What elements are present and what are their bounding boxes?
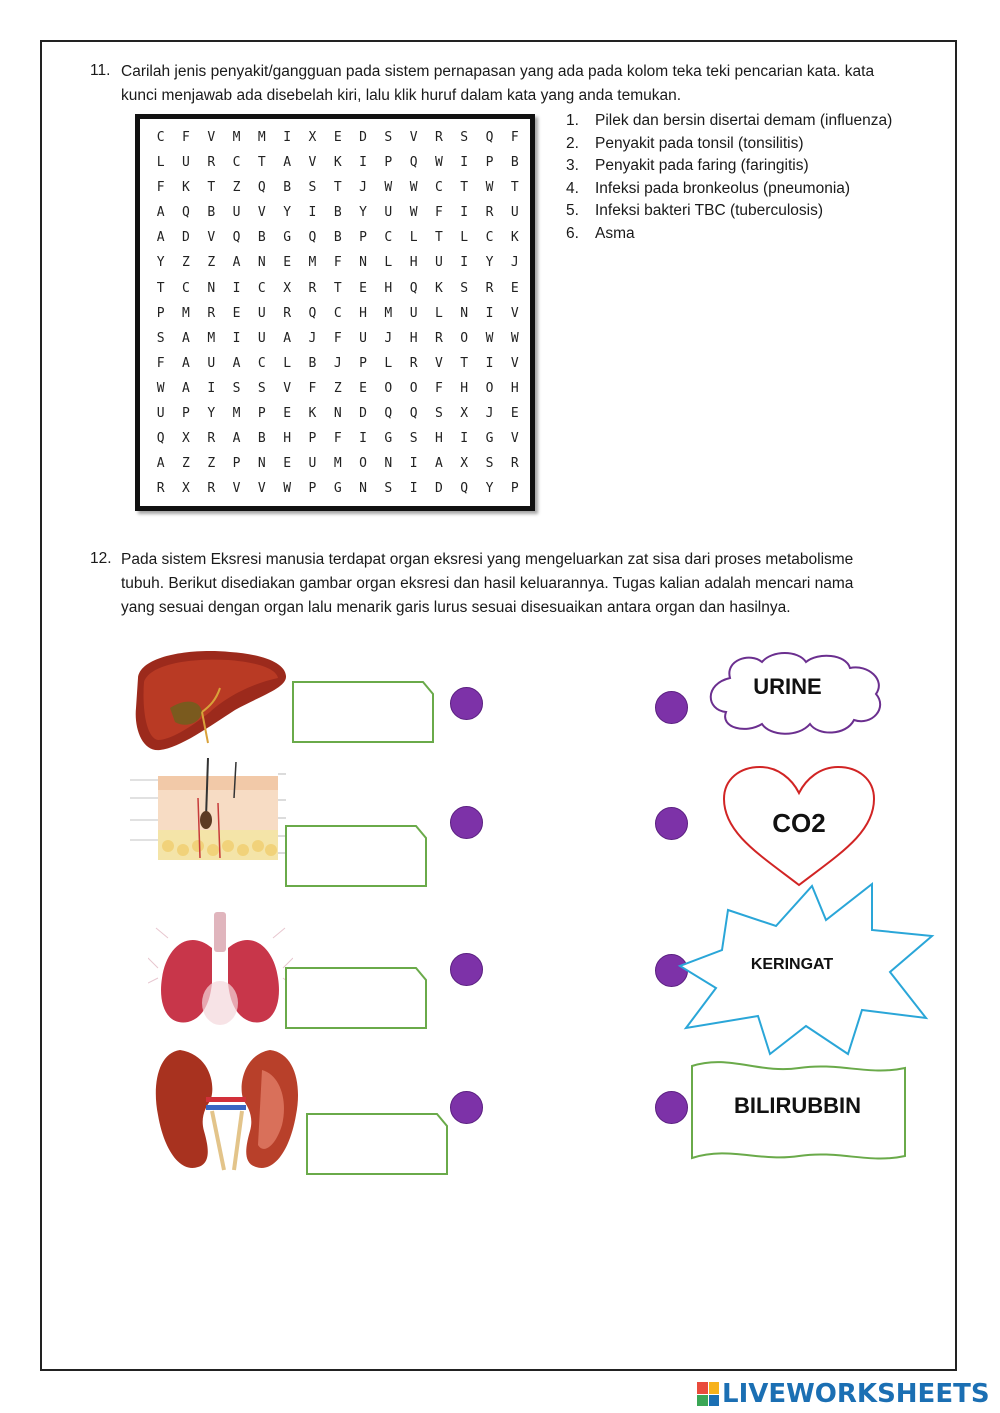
grid-letter[interactable]: M [333, 456, 342, 472]
grid-letter[interactable]: S [232, 380, 241, 396]
connector-dot-urine[interactable] [655, 691, 688, 724]
connector-dot-kidneys[interactable] [450, 1091, 483, 1124]
keringat-label: KERINGAT [750, 956, 834, 973]
grid-letter[interactable]: Q [308, 305, 317, 321]
grid-letter[interactable]: L [283, 355, 292, 371]
grid-letter[interactable]: N [333, 406, 342, 422]
grid-letter[interactable]: V [207, 130, 216, 145]
grid-letter[interactable]: V [409, 130, 418, 145]
grid-letter[interactable]: T [333, 280, 342, 296]
grid-letter[interactable]: S [435, 406, 443, 422]
grid-letter[interactable]: N [207, 280, 216, 296]
grid-letter[interactable]: V [510, 431, 519, 447]
grid-letter[interactable]: I [359, 155, 367, 171]
grid-letter[interactable]: I [460, 205, 469, 221]
grid-letter[interactable]: S [460, 280, 469, 296]
urine-label: URINE [753, 674, 822, 699]
grid-letter[interactable]: P [359, 230, 367, 246]
grid-letter[interactable]: C [156, 130, 165, 145]
grid-letter[interactable]: I [359, 431, 367, 447]
connector-dot-bilirubbin[interactable] [655, 1091, 688, 1124]
grid-letter[interactable]: O [485, 380, 494, 396]
clue-item [566, 110, 892, 133]
question-11-line-1: Carilah jenis penyakit/gangguan pada sistem pernapasan yang ada pada kolom teka teki pencarian kata. kata [121, 63, 875, 80]
grid-letter[interactable]: S [308, 180, 317, 196]
grid-letter[interactable]: K [182, 180, 190, 196]
liver-image [130, 648, 290, 753]
grid-letter[interactable]: I [460, 431, 469, 447]
grid-letter[interactable]: X [182, 431, 190, 447]
grid-letter[interactable]: R [485, 280, 494, 296]
grid-letter[interactable]: Z [232, 180, 241, 196]
bilirubbin-label: BILIRUBBIN [733, 1093, 862, 1118]
clue-item [566, 155, 892, 178]
grid-letter[interactable]: Q [257, 180, 266, 196]
grid-letter[interactable]: S [156, 330, 165, 346]
grid-letter[interactable]: E [283, 456, 292, 472]
grid-letter[interactable]: A [182, 355, 190, 371]
grid-letter[interactable]: A [182, 330, 190, 346]
grid-letter[interactable]: B [308, 355, 317, 371]
grid-letter[interactable]: V [510, 305, 519, 321]
grid-letter[interactable]: S [485, 456, 494, 472]
grid-letter[interactable]: Q [232, 230, 241, 246]
liveworksheets-logo-text: LIVEWORKSHEETS [722, 1379, 990, 1409]
grid-letter[interactable]: V [283, 380, 292, 396]
grid-letter[interactable]: A [182, 380, 190, 396]
grid-letter[interactable]: M [232, 130, 241, 145]
grid-letter[interactable]: E [283, 255, 292, 271]
grid-letter[interactable]: T [156, 280, 165, 296]
grid-letter[interactable]: I [460, 255, 469, 271]
grid-letter[interactable]: K [510, 230, 519, 246]
grid-letter[interactable]: G [384, 431, 393, 447]
grid-letter[interactable]: I [460, 155, 469, 171]
grid-letter[interactable]: N [384, 456, 393, 472]
grid-letter[interactable]: A [232, 355, 241, 371]
clue-number: 6. [566, 224, 579, 242]
grid-letter[interactable]: E [232, 305, 241, 321]
grid-letter[interactable]: X [283, 280, 292, 296]
grid-letter[interactable]: Y [283, 205, 292, 221]
grid-letter[interactable]: A [283, 330, 292, 346]
grid-letter[interactable]: K [333, 155, 342, 171]
grid-letter[interactable]: K [435, 280, 443, 296]
grid-letter[interactable]: W [485, 180, 494, 196]
grid-letter[interactable]: X [460, 406, 469, 422]
grid-letter[interactable]: U [510, 205, 519, 221]
grid-letter[interactable]: H [460, 380, 469, 396]
grid-letter[interactable]: T [207, 180, 216, 196]
grid-letter[interactable]: A [232, 255, 241, 271]
grid-letter[interactable]: Q [409, 280, 418, 296]
answer-box-lungs[interactable] [284, 966, 429, 1030]
grid-letter[interactable]: W [435, 155, 443, 171]
grid-letter[interactable]: R [409, 355, 418, 371]
grid-letter[interactable]: O [409, 380, 418, 396]
grid-letter[interactable]: P [156, 305, 165, 321]
grid-letter[interactable]: G [333, 481, 342, 497]
clue-text: Penyakit pada faring (faringitis) [595, 157, 809, 175]
liveworksheets-logo [697, 1379, 990, 1409]
lungs-image [148, 908, 293, 1028]
grid-letter[interactable]: A [156, 456, 165, 472]
grid-letter[interactable]: U [257, 330, 266, 346]
grid-letter[interactable]: Q [485, 130, 494, 145]
grid-letter[interactable]: V [257, 205, 266, 221]
grid-letter[interactable]: F [510, 130, 519, 145]
grid-letter[interactable]: O [359, 456, 367, 472]
grid-letter[interactable]: U [409, 305, 418, 321]
grid-letter[interactable]: F [435, 380, 443, 396]
grid-letter[interactable]: U [384, 205, 393, 221]
grid-letter[interactable]: C [182, 280, 190, 296]
grid-letter[interactable]: L [156, 155, 165, 171]
grid-letter[interactable]: P [308, 481, 317, 497]
connector-dot-liver[interactable] [450, 687, 483, 720]
grid-letter[interactable]: Z [207, 255, 216, 271]
grid-letter[interactable]: V [257, 481, 266, 497]
grid-letter[interactable]: H [409, 330, 418, 346]
clue-number: 5. [566, 202, 579, 220]
grid-letter[interactable]: I [232, 330, 241, 346]
grid-letter[interactable]: G [283, 230, 292, 246]
grid-letter[interactable]: C [257, 280, 266, 296]
clue-number: 2. [566, 134, 579, 152]
grid-letter[interactable]: V [232, 481, 241, 497]
answer-box-kidneys[interactable] [305, 1112, 450, 1176]
grid-letter[interactable]: U [156, 406, 165, 422]
grid-letter[interactable]: K [308, 406, 317, 422]
grid-letter[interactable]: Q [308, 230, 317, 246]
grid-letter[interactable]: O [384, 380, 393, 396]
grid-letter[interactable]: F [333, 255, 342, 271]
grid-letter[interactable]: M [182, 305, 190, 321]
grid-letter[interactable]: I [409, 481, 418, 497]
grid-letter[interactable]: Y [359, 205, 367, 221]
grid-letter[interactable]: F [156, 355, 165, 371]
grid-letter[interactable]: N [257, 456, 266, 472]
grid-letter[interactable]: Q [460, 481, 469, 497]
question-12-line-1: Pada sistem Eksresi manusia terdapat organ eksresi yang mengeluarkan zat sisa dari proses metabolisme [121, 551, 854, 568]
grid-letter[interactable]: U [359, 330, 367, 346]
grid-letter[interactable]: T [333, 180, 342, 196]
grid-letter[interactable]: E [359, 280, 367, 296]
grid-letter[interactable]: F [182, 130, 190, 145]
grid-letter[interactable]: M [308, 255, 317, 271]
grid-letter[interactable]: A [435, 456, 443, 472]
grid-letter[interactable]: E [359, 380, 367, 396]
grid-letter[interactable]: I [485, 355, 494, 371]
grid-letter[interactable]: Y [485, 255, 494, 271]
question-12-line-2: tubuh. Berikut disediakan gambar organ eksresi dan hasil keluarannya. Tugas kalian adalah mencari nama [121, 575, 854, 592]
connector-dot-lungs[interactable] [450, 953, 483, 986]
grid-letter[interactable]: M [232, 406, 241, 422]
grid-letter[interactable]: A [156, 205, 165, 221]
grid-letter[interactable]: P [257, 406, 266, 422]
grid-letter[interactable]: J [485, 406, 494, 422]
grid-letter[interactable]: R [485, 205, 494, 221]
clue-number: 1. [566, 112, 579, 129]
grid-letter[interactable]: Q [156, 431, 165, 447]
grid-letter[interactable]: B [333, 230, 342, 246]
grid-letter[interactable]: J [359, 180, 367, 196]
grid-letter[interactable]: E [510, 280, 519, 296]
grid-letter[interactable]: L [409, 230, 418, 246]
grid-letter[interactable]: P [485, 155, 494, 171]
grid-letter[interactable]: R [207, 155, 216, 171]
grid-letter[interactable]: M [207, 330, 216, 346]
grid-letter[interactable]: C [333, 305, 342, 321]
grid-letter[interactable]: F [333, 330, 342, 346]
grid-letter[interactable]: R [207, 481, 216, 497]
grid-letter[interactable]: Z [182, 456, 190, 472]
grid-letter[interactable]: U [232, 205, 241, 221]
grid-letter[interactable]: S [384, 481, 393, 497]
grid-letter[interactable]: B [257, 230, 266, 246]
grid-letter[interactable]: W [409, 205, 418, 221]
grid-letter[interactable]: P [359, 355, 367, 371]
grid-letter[interactable]: H [359, 305, 367, 321]
grid-letter[interactable]: Q [384, 406, 393, 422]
grid-letter[interactable]: M [384, 305, 393, 321]
grid-letter[interactable]: D [359, 130, 367, 145]
question-11-text [121, 60, 951, 108]
grid-letter[interactable]: A [283, 155, 292, 171]
grid-letter[interactable]: S [384, 130, 393, 145]
grid-letter[interactable]: U [257, 305, 266, 321]
co2-label: CO2 [772, 808, 826, 838]
grid-letter[interactable]: Y [156, 255, 165, 271]
grid-letter[interactable]: T [510, 180, 519, 196]
grid-letter[interactable]: C [485, 230, 494, 246]
grid-letter[interactable]: D [359, 406, 367, 422]
grid-letter[interactable]: C [435, 180, 443, 196]
grid-letter[interactable]: R [308, 280, 317, 296]
grid-letter[interactable]: B [257, 431, 266, 447]
grid-letter[interactable]: H [510, 380, 519, 396]
answer-box-liver[interactable] [291, 680, 436, 744]
grid-letter[interactable]: X [460, 456, 469, 472]
grid-letter[interactable]: L [384, 355, 393, 371]
grid-letter[interactable]: Y [207, 406, 216, 422]
grid-letter[interactable]: R [207, 305, 216, 321]
clue-text: Asma [595, 224, 635, 242]
grid-letter[interactable]: E [333, 130, 342, 145]
grid-letter[interactable]: I [308, 205, 317, 221]
connector-dot-skin[interactable] [450, 806, 483, 839]
grid-letter[interactable]: J [510, 255, 519, 271]
grid-letter[interactable]: H [283, 431, 292, 447]
grid-letter[interactable]: I [232, 280, 241, 296]
grid-letter[interactable]: E [283, 406, 292, 422]
clue-list [566, 110, 892, 246]
grid-letter[interactable]: E [510, 406, 519, 422]
question-12-number: 12. [90, 550, 112, 567]
grid-letter[interactable]: U [308, 456, 317, 472]
grid-letter[interactable]: R [156, 481, 165, 497]
grid-letter[interactable]: I [409, 456, 418, 472]
grid-letter[interactable]: A [232, 431, 241, 447]
grid-letter[interactable]: L [435, 305, 443, 321]
grid-letter[interactable]: N [257, 255, 266, 271]
grid-letter[interactable]: W [384, 180, 393, 196]
grid-letter[interactable]: B [333, 205, 342, 221]
grid-letter[interactable]: N [460, 305, 469, 321]
grid-letter[interactable]: C [257, 355, 266, 371]
grid-letter[interactable]: W [156, 380, 165, 396]
grid-letter[interactable]: R [510, 456, 519, 472]
grid-letter[interactable]: H [409, 255, 418, 271]
grid-letter[interactable]: P [510, 481, 519, 497]
grid-letter[interactable]: W [485, 330, 494, 346]
grid-letter[interactable]: Z [182, 255, 190, 271]
clue-item [566, 200, 892, 223]
skin-diagram-image [128, 758, 288, 893]
grid-letter[interactable]: D [182, 230, 190, 246]
grid-letter[interactable]: S [257, 380, 266, 396]
grid-letter[interactable]: C [232, 155, 241, 171]
question-12-text [121, 548, 951, 620]
grid-letter[interactable]: T [435, 230, 443, 246]
grid-letter[interactable]: Q [409, 155, 418, 171]
grid-letter[interactable]: H [384, 280, 393, 296]
grid-letter[interactable]: G [485, 431, 494, 447]
grid-letter[interactable]: Y [485, 481, 494, 497]
grid-letter[interactable]: H [435, 431, 443, 447]
grid-letter[interactable]: I [207, 380, 216, 396]
grid-letter[interactable]: U [207, 355, 216, 371]
grid-letter[interactable]: S [460, 130, 469, 145]
grid-letter[interactable]: R [435, 130, 443, 145]
grid-letter[interactable]: B [510, 155, 519, 171]
grid-letter[interactable]: F [308, 380, 317, 396]
connector-dot-co2[interactable] [655, 807, 688, 840]
grid-letter[interactable]: Z [207, 456, 216, 472]
grid-letter[interactable]: L [460, 230, 469, 246]
grid-letter[interactable]: P [308, 431, 317, 447]
grid-letter[interactable]: Z [333, 380, 342, 396]
grid-letter[interactable]: W [283, 481, 292, 497]
grid-letter[interactable]: V [308, 155, 317, 171]
grid-letter[interactable]: W [409, 180, 418, 196]
question-11-line-2: kunci menjawab ada disebelah kiri, lalu klik huruf dalam kata yang anda temukan. [121, 87, 682, 104]
grid-letter[interactable]: P [232, 456, 241, 472]
grid-letter[interactable]: J [333, 355, 342, 371]
word-search-grid [148, 125, 527, 501]
grid-letter[interactable]: Q [409, 406, 418, 422]
clue-text: Infeksi pada bronkeolus (pneumonia) [595, 179, 851, 197]
grid-letter[interactable]: U [182, 155, 190, 171]
grid-letter[interactable]: J [384, 330, 393, 346]
grid-letter[interactable]: P [384, 155, 393, 171]
clue-item [566, 133, 892, 156]
word-search-box [135, 114, 535, 511]
clue-text: Penyakit pada tonsil (tonsilitis) [595, 134, 804, 152]
grid-letter[interactable]: T [460, 355, 469, 371]
grid-letter[interactable]: B [207, 205, 216, 221]
question-12-line-3: yang sesuai dengan organ lalu menarik garis lurus sesuai disesuaikan antara organ dan hasilnya. [121, 599, 791, 616]
grid-letter[interactable]: P [182, 406, 190, 422]
grid-letter[interactable]: F [435, 205, 443, 221]
grid-letter[interactable]: A [156, 230, 165, 246]
grid-letter[interactable]: U [435, 255, 443, 271]
grid-letter[interactable]: I [485, 305, 494, 321]
grid-letter[interactable]: T [460, 180, 469, 196]
grid-letter[interactable]: V [207, 230, 216, 246]
grid-letter[interactable]: S [409, 431, 418, 447]
grid-letter[interactable]: R [283, 305, 292, 321]
grid-letter[interactable]: W [510, 330, 519, 346]
grid-letter[interactable]: N [359, 255, 367, 271]
grid-letter[interactable]: R [207, 431, 216, 447]
clue-item [566, 178, 892, 201]
liveworksheets-logo-icon [697, 1382, 719, 1406]
grid-letter[interactable]: N [359, 481, 367, 497]
grid-letter[interactable]: X [308, 130, 317, 145]
grid-letter[interactable]: F [333, 431, 342, 447]
grid-letter[interactable]: B [283, 180, 292, 196]
clue-number: 4. [566, 179, 579, 197]
grid-letter[interactable]: I [283, 130, 292, 145]
clue-text: Infeksi bakteri TBC (tuberculosis) [595, 202, 823, 220]
grid-letter[interactable]: L [384, 255, 393, 271]
grid-letter[interactable]: O [460, 330, 469, 346]
grid-letter[interactable]: M [257, 130, 266, 145]
grid-letter[interactable]: X [182, 481, 190, 497]
grid-letter[interactable]: J [308, 330, 317, 346]
question-11-number: 11. [90, 62, 111, 79]
grid-letter[interactable]: V [435, 355, 443, 371]
grid-letter[interactable]: C [384, 230, 393, 246]
grid-letter[interactable]: R [435, 330, 443, 346]
kidneys-image [150, 1045, 305, 1175]
grid-letter[interactable]: D [435, 481, 443, 497]
clue-number: 3. [566, 157, 579, 175]
grid-letter[interactable]: Q [182, 205, 190, 221]
grid-letter[interactable]: V [510, 355, 519, 371]
grid-letter[interactable]: F [156, 180, 165, 196]
clue-text: Pilek dan bersin disertai demam (influenza) [595, 112, 893, 129]
answer-box-skin[interactable] [284, 824, 429, 888]
clue-item [566, 223, 892, 246]
grid-letter[interactable]: T [257, 155, 266, 171]
